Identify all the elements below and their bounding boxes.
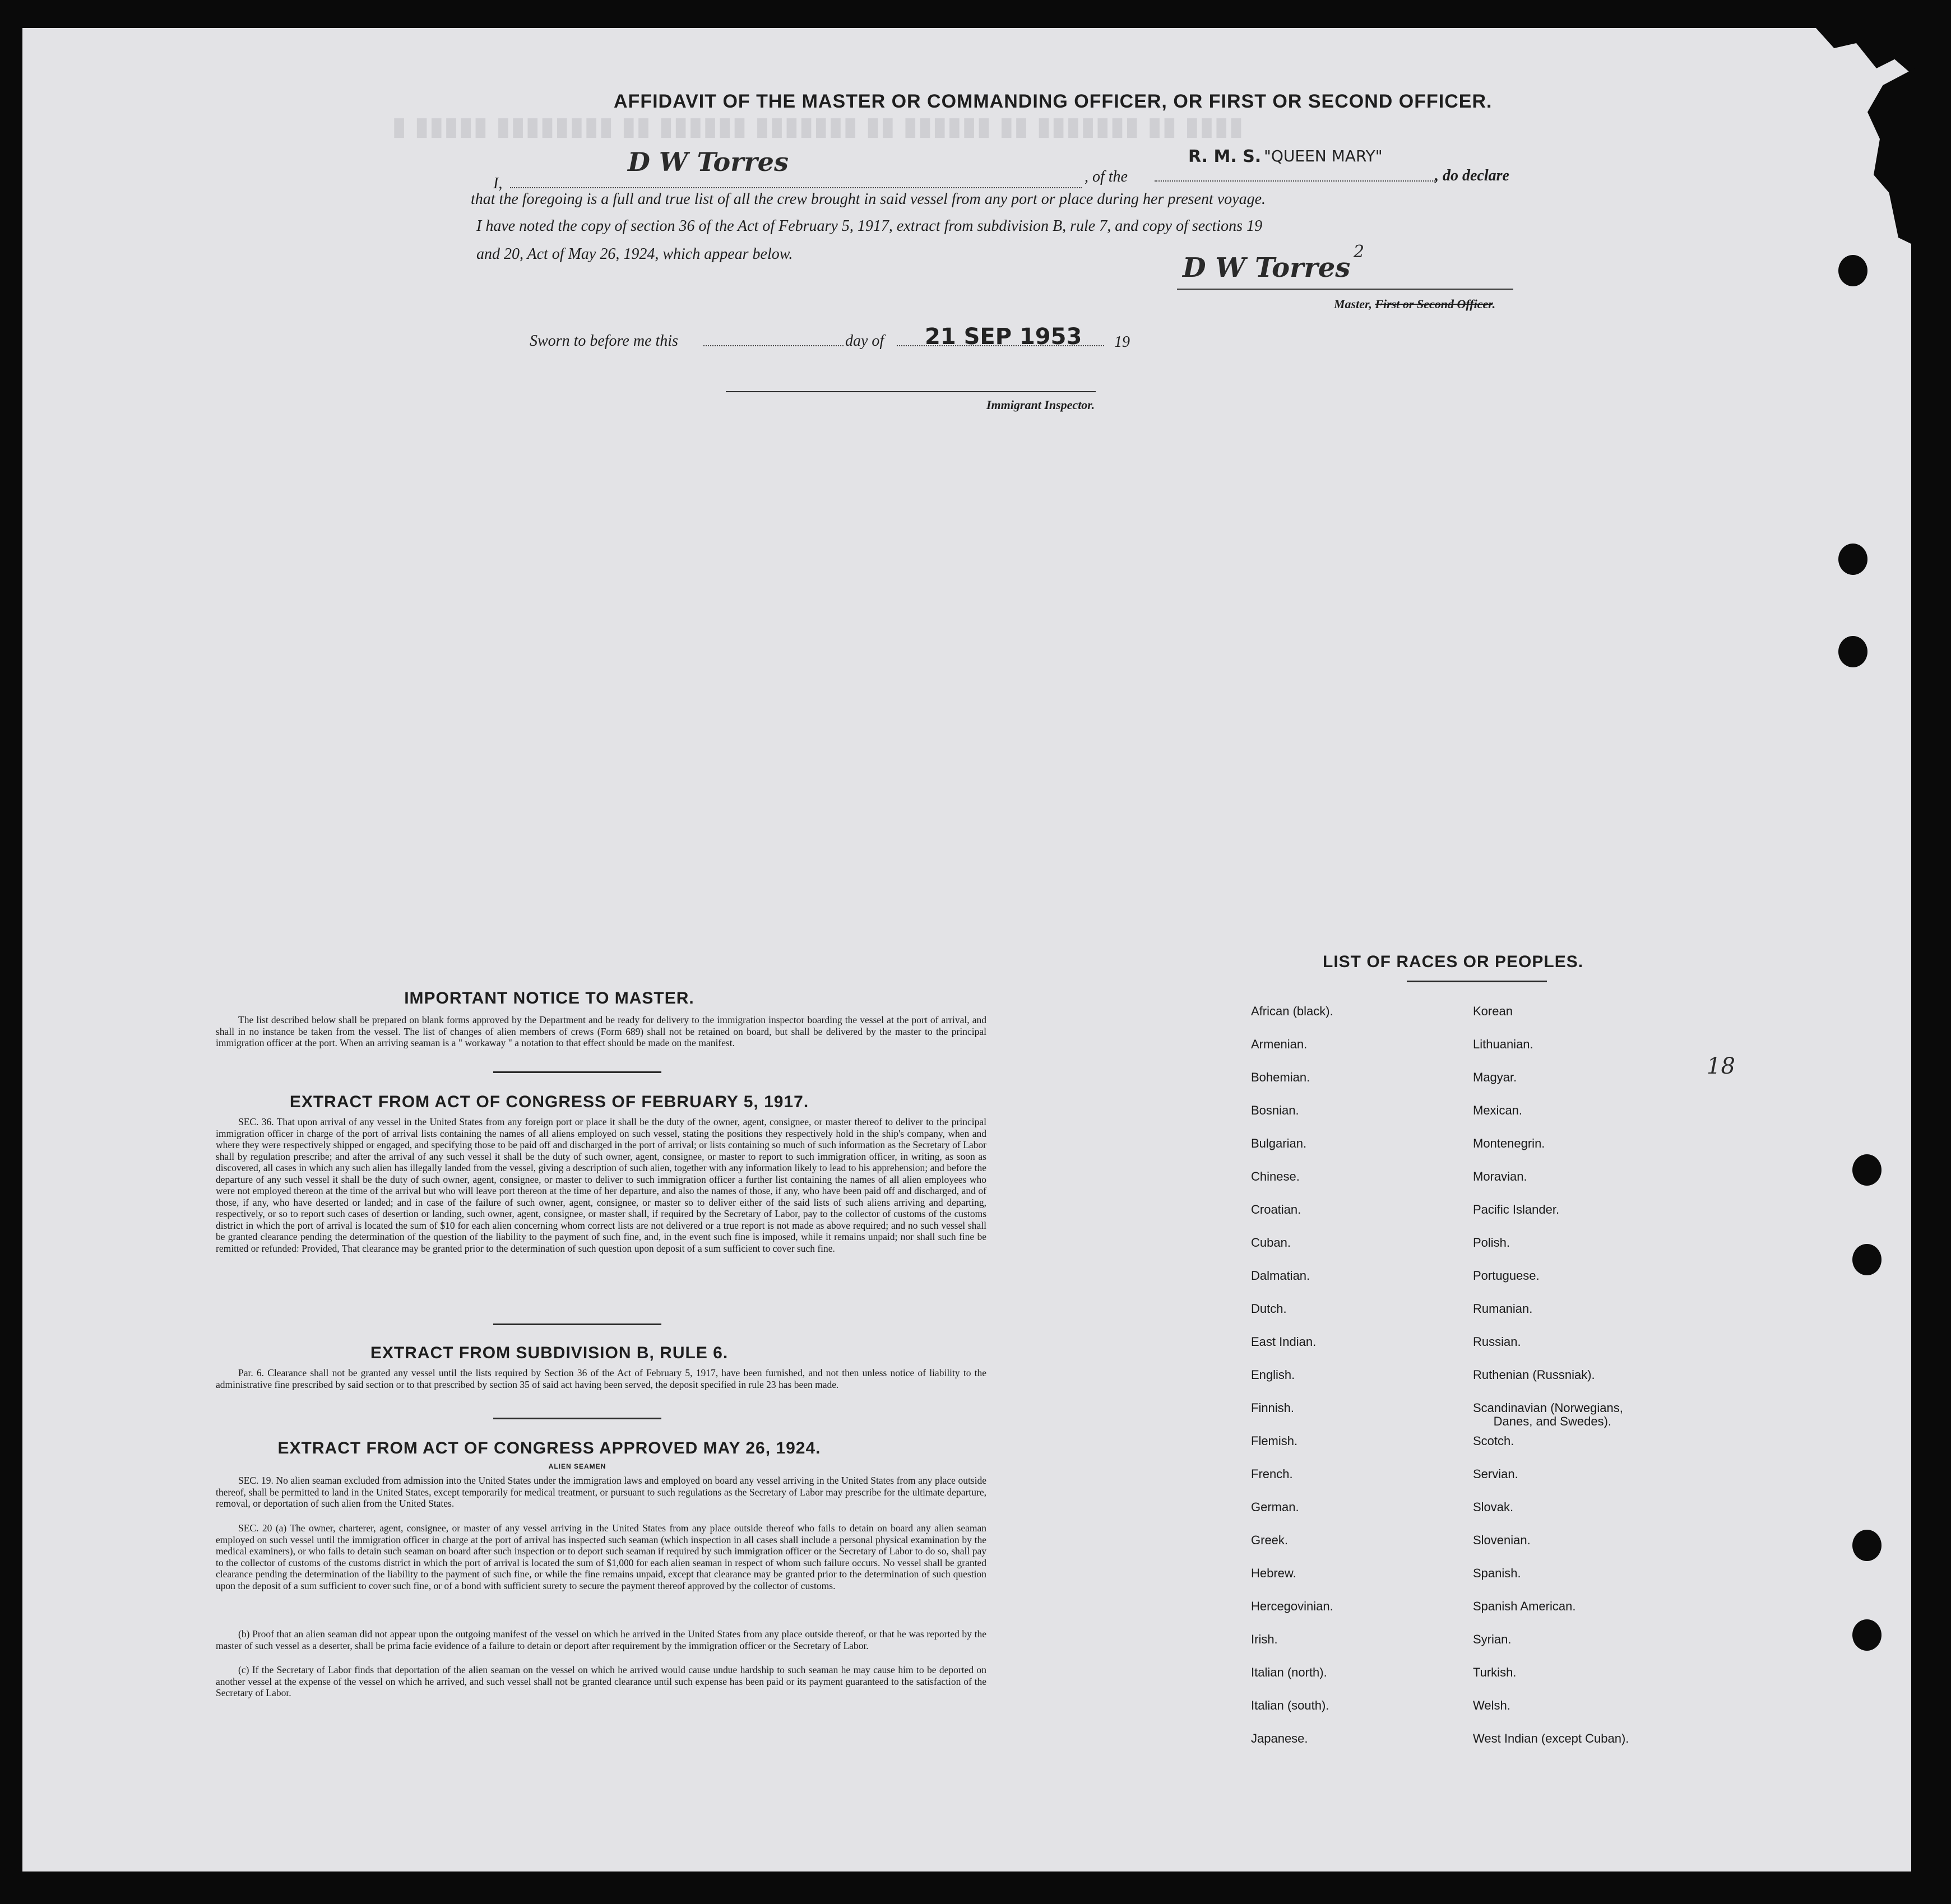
race-item: Montenegrin. xyxy=(1473,1136,1545,1150)
master-caption-end: . xyxy=(1492,297,1496,311)
race-item: German. xyxy=(1251,1500,1299,1514)
officer-name-handwritten: D W Torres xyxy=(628,147,789,177)
race-item: Ruthenian (Russniak). xyxy=(1473,1368,1595,1382)
race-item: Dutch. xyxy=(1251,1302,1287,1316)
declaration-line-2: I have noted the copy of section 36 of the Act of February 5, 1917, extract from subdivision B, rule 7, and copy of sections 19 xyxy=(476,217,1263,235)
race-item: West Indian (except Cuban). xyxy=(1473,1731,1629,1745)
race-item: Servian. xyxy=(1473,1467,1518,1481)
race-item: Finnish. xyxy=(1251,1401,1295,1415)
day-of-label: day of xyxy=(845,332,884,350)
race-item: Dalmatian. xyxy=(1251,1269,1310,1283)
document-page xyxy=(22,28,1911,1872)
affidavit-title: AFFIDAVIT OF THE MASTER OR COMMANDING OFFICER, OR FIRST OR SECOND OFFICER. xyxy=(614,91,1493,112)
master-signature: D W Torres xyxy=(1183,252,1351,284)
race-item: Croatian. xyxy=(1251,1202,1301,1216)
extract-1924-title: EXTRACT FROM ACT OF CONGRESS APPROVED MAY 26, 1924. xyxy=(277,1439,821,1457)
vessel-prefix-stamp: R. M. S. xyxy=(1188,147,1262,166)
declaration-line-3: and 20, Act of May 26, 1924, which appear below. xyxy=(476,245,793,263)
extract-1924-sec20c: (c) If the Secretary of Labor finds that deportation of the alien seaman on the vessel on which he arrived would cause undue hardship to such seaman he may cause him to be deported on another vessel at the expense of the vessel on which he arrived, and such vessel shall not be granted clearance until such expense has been paid or its payment guaranteed to the satisfaction of the Secretary of Labor. xyxy=(216,1664,986,1698)
master-label: Master, xyxy=(1334,297,1375,311)
extract-rule6-title: EXTRACT FROM SUBDIVISION B, RULE 6. xyxy=(370,1344,729,1362)
extract-1917-title: EXTRACT FROM ACT OF CONGRESS OF FEBRUARY 5, 1917. xyxy=(289,1093,809,1111)
extract-1924-sec20b: (b) Proof that an alien seaman did not appear upon the outgoing manifest of the vessel on which he arrived in the United States from any place outside thereof, or that he was reported by the master of such vessel as a deserter, shall be prima facie evidence of a failure to detain or deport after requirement by the immigration officer or the Secretary of Labor. xyxy=(216,1628,986,1651)
race-item: Slovenian. xyxy=(1473,1533,1531,1547)
race-item: Spanish American. xyxy=(1473,1599,1576,1613)
race-item: Korean xyxy=(1473,1004,1513,1018)
signature-line xyxy=(1177,289,1513,290)
race-item: Lithuanian. xyxy=(1473,1037,1533,1051)
do-declare-label: , do declare xyxy=(1435,167,1509,184)
race-item: Cuban. xyxy=(1251,1236,1291,1250)
punch-hole xyxy=(1852,1619,1882,1651)
punch-hole xyxy=(1852,1244,1882,1275)
race-item: Chinese. xyxy=(1251,1169,1300,1183)
race-item: East Indian. xyxy=(1251,1335,1317,1349)
name-fill-line xyxy=(510,187,1082,188)
race-item: Slovak. xyxy=(1473,1500,1514,1514)
race-item: Turkish. xyxy=(1473,1665,1517,1679)
race-item: Polish. xyxy=(1473,1236,1510,1250)
race-item: Mexican. xyxy=(1473,1103,1523,1117)
of-the-label: , of the xyxy=(1085,168,1128,185)
punch-hole xyxy=(1838,636,1867,667)
races-divider xyxy=(1407,981,1547,982)
punch-hole xyxy=(1838,544,1867,575)
race-item: Magyar. xyxy=(1473,1070,1517,1084)
race-item: Japanese. xyxy=(1251,1731,1308,1745)
section-divider xyxy=(493,1071,661,1073)
race-item: Irish. xyxy=(1251,1632,1278,1646)
extract-rule6-text: Par. 6. Clearance shall not be granted any vessel until the lists required by Section 36 of the Act of February 5, 1917, have been furnished, and not then unless notice of liability to the administrative fine prescribed by said section or to that prescribed by section 35 of said act having been served, the deposit specified in rule 23 has been made. xyxy=(216,1367,986,1390)
race-item: Bohemian. xyxy=(1251,1070,1310,1084)
race-item: Bulgarian. xyxy=(1251,1136,1307,1150)
race-item: Hercegovinian. xyxy=(1251,1599,1333,1613)
race-item: Scotch. xyxy=(1473,1434,1514,1448)
year-label: 19 xyxy=(1114,333,1130,351)
race-item: Spanish. xyxy=(1473,1566,1521,1580)
margin-mark: 18 xyxy=(1707,1053,1735,1079)
race-item: Welsh. xyxy=(1473,1698,1510,1712)
race-item: French. xyxy=(1251,1467,1293,1481)
race-item: English. xyxy=(1251,1368,1295,1382)
races-title: LIST OF RACES OR PEOPLES. xyxy=(1323,953,1584,971)
sworn-label: Sworn to before me this xyxy=(530,332,678,350)
race-item: Rumanian. xyxy=(1473,1302,1533,1316)
race-item: Pacific Islander. xyxy=(1473,1202,1560,1216)
master-caption xyxy=(1334,297,1495,312)
extract-1924-sec19: SEC. 19. No alien seaman excluded from admission into the United States under the immigration laws and employed on board any vessel arriving in the United States from any place outside thereof, shall be permitted to land in the United States, except temporarily for medical treatment, or pursuant to such regulations as the Secretary of Labor may prescribe for the ultimate departure, removal, or deportation of such alien from the United States. xyxy=(216,1475,986,1509)
declaration-line-1: that the foregoing is a full and true list of all the crew brought in said vessel from any port or place during her present voyage. xyxy=(471,191,1266,208)
alien-seamen-subtitle: ALIEN SEAMEN xyxy=(548,1462,606,1470)
important-notice-title: IMPORTANT NOTICE TO MASTER. xyxy=(404,989,694,1007)
punch-hole xyxy=(1852,1530,1882,1561)
vessel-name-stamp: "QUEEN MARY" xyxy=(1264,147,1383,165)
extract-1924-sec20a: SEC. 20 (a) The owner, charterer, agent, consignee, or master of any vessel arriving in the United States from any place outside thereof who fails to detain on board any alien seaman employed on such vessel until the immigration officer in charge at the port of arrival has inspected such seaman (which inspection in all cases shall include a personal physical examination by the medical examiners), or who fails to detain such seaman on board after such inspection or to deport such seaman if required by such immigration officer or the Secretary of Labor to do so, shall pay to the collector of customs of the customs district in which the port of arrival is located the sum of $1,000 for each alien seaman in respect of whom such failure occurs. No vessel shall be granted clearance pending the determination of the liability to the payment of such fine, or while the fine remains unpaid, except that clearance may be granted prior to the determination of such question upon the deposit of a sum sufficient to cover such fine, or of a bond with sufficient surety to secure the payment thereof approved by the collector of customs. xyxy=(216,1522,986,1591)
race-item: Russian. xyxy=(1473,1335,1521,1349)
punch-hole xyxy=(1852,1154,1882,1186)
punch-hole xyxy=(1838,255,1867,286)
race-item: Portuguese. xyxy=(1473,1269,1540,1283)
race-item: Greek. xyxy=(1251,1533,1289,1547)
inspector-label: Immigrant Inspector. xyxy=(986,398,1095,412)
race-item: Italian (north). xyxy=(1251,1665,1327,1679)
race-item: Italian (south). xyxy=(1251,1698,1329,1712)
race-item: Armenian. xyxy=(1251,1037,1308,1051)
vessel-fill-line xyxy=(1155,180,1435,182)
race-item: Bosnian. xyxy=(1251,1103,1299,1117)
race-item: Syrian. xyxy=(1473,1632,1512,1646)
section-divider xyxy=(493,1323,661,1325)
day-fill-line xyxy=(703,345,844,346)
race-item: Hebrew. xyxy=(1251,1566,1296,1580)
extract-1917-text: SEC. 36. That upon arrival of any vessel in the United States from any foreign port or place it shall be the duty of the owner, agent, consignee, or master thereof to deliver to the principal immigration officer in charge of the port of arrival lists containing the names of all aliens employed on such vessel, stating the positions they respectively hold in the ship's company, when and where they were respectively shipped or engaged, and specifying those to be paid off and discharged in the port of arrival; or lists containing so much of such information as the Secretary of Labor shall by regulation prescribe; and after the arrival of any such vessel it shall be the duty of such owner, agent, consignee, or master to report to such immigration officer, in writing, as soon as discovered, all cases in which any such alien has illegally landed from the vessel, giving a description of such alien, together with any information likely to lead to his apprehension; and before the departure of any such vessel it shall be the duty of such owner, agent, consignee, or master to deliver to such immigration officer a further list containing the names of all alien employees who were not employed thereon at the time of the arrival but who will leave port thereon at the time of her departure, and also the names of those, if any, who have been paid off and discharged, and of those, if any, who have deserted or landed; and in case of the failure of such owner, agent, consignee, or master so to deliver either of the said lists of such aliens arriving and departing, respectively, or so to report such cases of desertion or landing, such owner, agent, consignee, or master shall, if required by the Secretary of Labor, pay to the collector of customs of the customs district in which the port of arrival is located the sum of $10 for each alien concerning whom correct lists are not delivered or a true report is not made as above required; and no such vessel shall be granted clearance pending the determination of the question of the liability to the payment of such fine, and, in the event such fine is imposed, while it remains unpaid; nor shall such fine be remitted or refunded: Provided, That clearance may be granted prior to the determination of such question upon deposit of a sum sufficient to cover such fine. xyxy=(216,1116,986,1254)
i-label: I, xyxy=(493,175,503,192)
race-item: Flemish. xyxy=(1251,1434,1298,1448)
section-divider xyxy=(493,1418,661,1419)
race-item: African (black). xyxy=(1251,1004,1333,1018)
struck-officer-label: First or Second Officer xyxy=(1375,297,1493,311)
important-notice-text: The list described below shall be prepared on blank forms approved by the Department and be ready for delivery to the immigration inspector boarding the vessel at the port of arrival, and shall in no instance be taken from the vessel. The list of changes of alien members of crews (Form 689) shall not be retained on board, but shall be delivered by the master to the principal immigration officer at the port. When an arriving seaman is a " workaway " a notation to that effect should be made on the manifest. xyxy=(216,1014,986,1048)
race-item: Moravian. xyxy=(1473,1169,1527,1183)
bleed-through-text: ▮ ▮▮▮▮▮ ▮▮▮▮▮▮▮▮ ▮▮ ▮▮▮▮▮▮ ▮▮▮▮▮▮▮ ▮▮ ▮▮▮▮▮▮ ▮▮ ▮▮▮▮▮▮▮ ▮▮ ▮▮▮▮ xyxy=(392,113,1244,140)
signature-note: 2 xyxy=(1354,242,1365,262)
race-item: Scandinavian (Norwegians, Danes, and Swedes). xyxy=(1473,1401,1623,1428)
inspector-line xyxy=(726,391,1096,392)
date-stamp: 21 SEP 1953 xyxy=(925,324,1082,350)
